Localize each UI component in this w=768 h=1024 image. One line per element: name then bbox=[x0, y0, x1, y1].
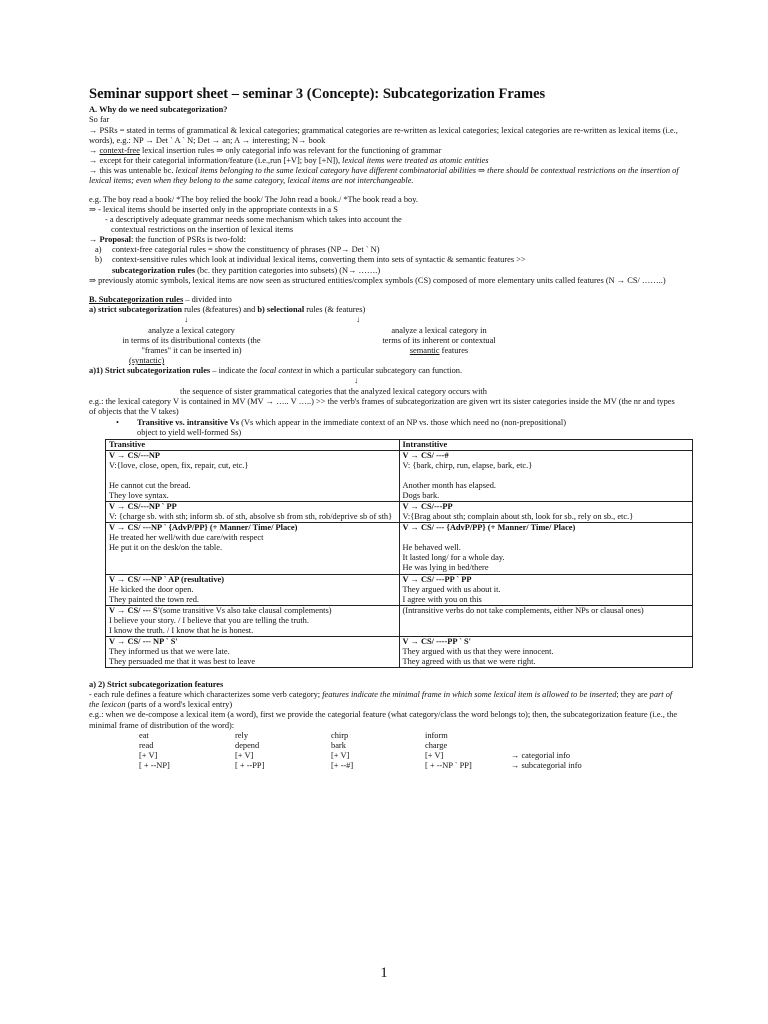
frame-rule bbox=[403, 451, 690, 461]
list-item bbox=[89, 245, 681, 255]
transitive-bullet-rest-2: object to yield well-formed Ss) bbox=[137, 427, 242, 437]
proposal-rest: : the function of PSRs is two-fold: bbox=[130, 235, 246, 245]
intransitive-cell bbox=[399, 450, 693, 501]
example-line: They agreed with us that we were right. bbox=[402, 657, 536, 667]
table-header-row bbox=[106, 439, 693, 450]
description-line: terms of its inherent or contextual bbox=[382, 335, 496, 345]
frame-rule bbox=[109, 451, 396, 461]
example-sentences: e.g. The boy read a book/ *The boy relied the book/ The John read a book./ *The book read a boy. bbox=[89, 195, 418, 205]
example-line bbox=[403, 533, 690, 543]
frame-rule bbox=[109, 575, 396, 585]
intransitive-cell bbox=[399, 574, 693, 605]
feature-cell: [+ V] bbox=[331, 750, 350, 760]
table-row bbox=[106, 605, 693, 636]
implication-line-2: - a descriptively adequate grammar needs some mechanism which takes into account the bbox=[105, 215, 402, 225]
feature-cell bbox=[511, 731, 621, 741]
features-def-e: (parts of a word's lexical entry) bbox=[125, 700, 233, 710]
section-b-title: B. Subcategorization rules bbox=[89, 294, 184, 304]
atomic-line-b: lexical items were treated as atomic entities bbox=[342, 155, 489, 165]
feature-cell: inform bbox=[425, 730, 448, 740]
list-item-text: context-sensitive rules which look at individual lexical items, converting them into sets of syntactic & semantic features >> bbox=[112, 255, 526, 265]
a1-rest: in which a particular subcategory can function. bbox=[302, 366, 463, 376]
intransitive-cell bbox=[399, 523, 693, 574]
features-definition-line bbox=[89, 690, 681, 710]
feature-cell: → categorial info bbox=[511, 750, 571, 760]
down-arrows-2 bbox=[89, 376, 681, 387]
local-context-term: local context bbox=[259, 366, 303, 376]
example-line: V:{Brag about sth; complain about sth, look for sb., rely on sb., etc.} bbox=[402, 512, 634, 522]
syntactic-label: (syntactic) bbox=[129, 356, 165, 366]
frame-rule-text: V → CS/---NP bbox=[109, 450, 161, 460]
proposal-list bbox=[89, 245, 681, 275]
transitive-cell bbox=[106, 502, 400, 523]
features-def-a: - each rule defines a feature which characterizes some verb category; bbox=[89, 690, 323, 700]
frame-rule-note: (some transitive Vs also take clausal complements) bbox=[160, 605, 332, 615]
intransitive-cell bbox=[399, 502, 693, 523]
feature-grid bbox=[139, 731, 681, 771]
subcat-rules-term: subcategorization rules bbox=[112, 265, 196, 275]
frame-rule-text: V → CS/---NP ` PP bbox=[109, 502, 177, 512]
implication-line-1: ⇒ - lexical items should be inserted only in the appropriate contexts in a S bbox=[89, 205, 338, 215]
example-line: He put it on the desk/on the table. bbox=[109, 543, 223, 553]
feature-cell bbox=[511, 741, 621, 751]
frame-rule bbox=[109, 606, 396, 616]
bullet-icon: • bbox=[116, 417, 119, 427]
proposal-label: Proposal bbox=[99, 235, 131, 245]
table-header-transitive: Transitive bbox=[106, 439, 400, 450]
feature-cell: [ + --PP] bbox=[235, 760, 265, 770]
list-marker: b) bbox=[95, 255, 102, 265]
untenable-line bbox=[89, 166, 681, 186]
example-line: I believe your story. / I believe that you are telling the truth. bbox=[109, 615, 309, 625]
table-row bbox=[106, 502, 693, 523]
features-label: features bbox=[439, 346, 469, 356]
transitive-cell bbox=[106, 523, 400, 574]
page-content bbox=[89, 86, 681, 771]
frame-rule-text: V → CS/ ---NP ` {AdvP/PP} (+ Manner/ Time/ Place) bbox=[109, 523, 298, 533]
frame-rule-text: V → CS/ --- NP ` S' bbox=[109, 636, 178, 646]
table-row bbox=[106, 523, 693, 574]
description-line: "frames" it can be inserted in) bbox=[141, 346, 242, 356]
feature-cell: read bbox=[139, 740, 154, 750]
transitive-cell bbox=[106, 636, 400, 667]
example-line: He behaved well. bbox=[402, 543, 461, 553]
example-line: V: {charge sb. with sth; inform sb. of sth, absolve sb from sth, rob/deprive sb of sth} bbox=[109, 512, 393, 522]
feature-cell: [ + --NP ` PP] bbox=[425, 760, 472, 770]
semantic-label: semantic bbox=[409, 346, 440, 356]
feature-cell: [+ V] bbox=[139, 750, 158, 760]
subcat-rules-rest: (bc. they partition categories into subsets) (N→ …….) bbox=[195, 265, 381, 275]
list-item-text: context-free categorial rules = show the constituency of phrases (NP→ Det ` N) bbox=[112, 245, 380, 255]
down-arrow-icon: ↓ bbox=[184, 314, 189, 324]
section-b-heading bbox=[89, 295, 681, 305]
frame-rule-text: V → CS/ --- S' bbox=[109, 605, 161, 615]
feature-cell: [ + --NP] bbox=[139, 760, 170, 770]
syntactic-label-row bbox=[89, 356, 294, 366]
strict-subcat-rest: rules (&features) and bbox=[182, 304, 258, 314]
transitive-bullet bbox=[89, 418, 681, 428]
a1-mid: – indicate the bbox=[210, 366, 260, 376]
example-line: They persuaded me that it was best to leave bbox=[109, 657, 256, 667]
feature-cell: bark bbox=[331, 740, 346, 750]
rule-type-descriptions bbox=[89, 326, 681, 366]
example-line: He kicked the door open. bbox=[109, 584, 194, 594]
intransitive-cell bbox=[399, 605, 693, 636]
example-line: They painted the town red. bbox=[109, 594, 200, 604]
decompose-example-line: e.g.: when we de-compose a lexical item (a word), first we provide the categorial feature (what category/class the word belongs to); then, the subcategorization feature (i.e., the minimal frame of distribution of the word): bbox=[89, 710, 678, 730]
example-line: (Intransitive verbs do not take complements, either NPs or clausal ones) bbox=[402, 605, 644, 615]
transitive-cell bbox=[106, 605, 400, 636]
table-row bbox=[106, 636, 693, 667]
frame-rule-text: V → CS/ --- {AdvP/PP} (+ Manner/ Time/ Place) bbox=[402, 523, 576, 533]
section-a-heading: A. Why do we need subcategorization? bbox=[89, 105, 228, 115]
subcat-frames-table bbox=[105, 439, 693, 669]
feature-cell: → subcategorial info bbox=[511, 760, 582, 770]
down-arrow-icon: ↓ bbox=[356, 314, 361, 324]
frame-rule-text: V → CS/ ---PP ` PP bbox=[402, 574, 472, 584]
feature-cell: eat bbox=[139, 730, 149, 740]
table-header-intransitive: Intranstitive bbox=[399, 439, 693, 450]
untenable-line-b: lexical items belonging to the same lexical category have different combinatorial abilities ⇒ there should be contextual restrictions on the insertion of lexical items; even when they belong to the same category, lexical items are not interchangeable. bbox=[89, 165, 679, 185]
page-number: 1 bbox=[380, 965, 388, 981]
feature-cell: [+ V] bbox=[425, 750, 444, 760]
example-line: It lasted long/ for a whole day. bbox=[402, 553, 505, 563]
feature-cell: charge bbox=[425, 740, 448, 750]
example-line: Dogs bark. bbox=[402, 490, 440, 500]
page-title: Seminar support sheet – seminar 3 (Concepte): Subcategorization Frames bbox=[89, 86, 546, 102]
context-free-term: context-free bbox=[99, 145, 140, 155]
features-def-d: part of the lexicon bbox=[89, 690, 673, 710]
so-far-label: So far bbox=[89, 115, 110, 125]
untenable-line-a: → this was untenable bc. bbox=[89, 165, 176, 175]
example-line: He cannot cut the bread. bbox=[109, 480, 191, 490]
sister-categories-line: the sequence of sister grammatical categories that the analyzed lexical category occurs with bbox=[180, 387, 487, 397]
table-row bbox=[106, 574, 693, 605]
example-line: He treated her well/with due care/with respect bbox=[109, 533, 264, 543]
feature-cell: [+ V] bbox=[235, 750, 254, 760]
list-item bbox=[89, 255, 681, 275]
example-line: V:{love, close, open, fix, repair, cut, etc.} bbox=[109, 460, 249, 470]
frame-rule bbox=[403, 502, 690, 512]
features-def-c: ; they are bbox=[616, 690, 650, 700]
feature-cell: [+ --#] bbox=[331, 760, 354, 770]
example-line: I know the truth. / I know that he is honest. bbox=[109, 625, 254, 635]
example-line: They informed us that we were late. bbox=[109, 647, 230, 657]
atomic-line-a: → except for their categorial information/feature (i.e.,run [+V]; boy [+N]), bbox=[89, 155, 343, 165]
frame-rule bbox=[403, 637, 690, 647]
frame-rule-text: V → CS/ ----PP ` S' bbox=[402, 636, 471, 646]
example-line bbox=[403, 471, 690, 481]
transitive-bullet-rest: (Vs which appear in the immediate context of an NP vs. those which need no (non-prepositional) bbox=[239, 417, 566, 427]
arrow-text: → bbox=[89, 145, 100, 155]
feature-cell: rely bbox=[235, 730, 249, 740]
frame-rule-text: V → CS/---PP bbox=[402, 502, 453, 512]
table-body bbox=[106, 450, 693, 667]
frame-rule bbox=[403, 575, 690, 585]
example-line: They argued with us about it. bbox=[402, 584, 501, 594]
table-row bbox=[106, 450, 693, 501]
frame-rule bbox=[109, 637, 396, 647]
a1-heading-line bbox=[89, 366, 681, 376]
context-free-rest: lexical insertion rules ⇒ only categorial info was relevant for the functioning of grammar bbox=[139, 145, 442, 155]
description-line: in terms of its distributional contexts (the bbox=[122, 335, 261, 345]
example-line: They love syntax. bbox=[109, 490, 169, 500]
frame-rule bbox=[109, 523, 396, 533]
feature-cell: chirp bbox=[331, 730, 349, 740]
feature-cell: depend bbox=[235, 740, 260, 750]
features-def-b: features indicate the minimal frame in which some lexical item is allowed to be inserted bbox=[322, 690, 617, 700]
verb-frames-example: e.g.: the lexical category V is contained in MV (MV → ….. V …..) >> the verb's frames of subcategorization are given wrt its sister categories inside the MV (the nr and types of objects that the V takes) bbox=[89, 397, 675, 417]
selectional-description bbox=[314, 326, 564, 366]
implication-line-3: contextual restrictions on the insertion of lexical items bbox=[111, 225, 294, 235]
frame-rule-text: V → CS/ ---NP ` AP (resultative) bbox=[109, 574, 225, 584]
description-line: analyze a lexical category bbox=[148, 325, 235, 335]
context-free-line bbox=[89, 146, 681, 156]
description-line: analyze a lexical category in bbox=[391, 325, 487, 335]
semantic-row bbox=[314, 346, 564, 356]
proposal-line bbox=[89, 235, 681, 245]
example-line: They argued with us that they were innocent. bbox=[402, 647, 554, 657]
selectional-rest: rules (& features) bbox=[304, 304, 366, 314]
example-line: Another month has elapsed. bbox=[402, 480, 496, 490]
a1-heading: a)1) Strict subcategorization rules bbox=[89, 366, 211, 376]
conclusion-line: ⇒ previously atomic symbols, lexical items are now seen as structured entities/complex symbols (CS) composed of more elementary units called features (N → CS/ ……..) bbox=[89, 275, 666, 285]
example-line bbox=[109, 471, 396, 481]
down-arrow-icon: ↓ bbox=[354, 376, 359, 386]
psr-line: → PSRs = stated in terms of grammatical & lexical categories; grammatical categories are re-written as lexical categories; lexical categories are re-written as lexical items (i.e., words), e.g.: NP → Det ` A ` N; Det → an; A → interesting; N→ book bbox=[89, 125, 678, 145]
down-arrows bbox=[89, 315, 681, 326]
proposal-arrow: → bbox=[89, 235, 100, 245]
strict-subcat-description bbox=[89, 326, 294, 366]
example-line: He was lying in bed/there bbox=[402, 563, 489, 573]
atomic-line bbox=[89, 156, 681, 166]
example-line: I agree with you on this bbox=[402, 594, 482, 604]
frame-rule-text: V → CS/ ---# bbox=[402, 450, 449, 460]
selectional-label: b) selectional bbox=[257, 304, 305, 314]
frame-rule bbox=[109, 502, 396, 512]
transitive-cell bbox=[106, 574, 400, 605]
rule-types-line bbox=[89, 305, 681, 315]
strict-subcat-label: a) strict subcategorization bbox=[89, 304, 183, 314]
list-marker: a) bbox=[95, 245, 102, 255]
intransitive-cell bbox=[399, 636, 693, 667]
example-line: V: {bark, chirp, run, elapse, bark, etc.} bbox=[402, 460, 533, 470]
section-a2-heading: a) 2) Strict subcategorization features bbox=[89, 680, 224, 690]
transitive-vs-intransitive-label: Transitive vs. intransitive Vs bbox=[137, 417, 240, 427]
frame-rule bbox=[403, 523, 690, 533]
transitive-cell bbox=[106, 450, 400, 501]
section-b-rest: – divided into bbox=[183, 294, 232, 304]
